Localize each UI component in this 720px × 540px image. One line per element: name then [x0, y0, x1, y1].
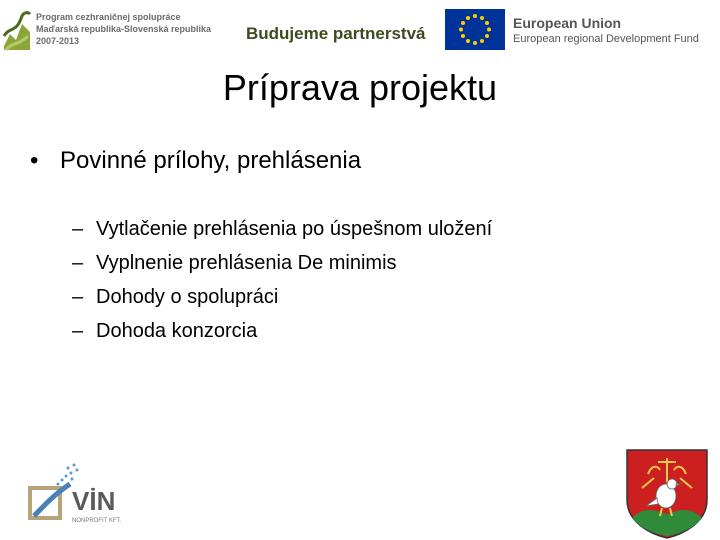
bullet-item: [30, 146, 361, 176]
sub-item-text: Dohody o spolupráci: [96, 286, 279, 308]
partnership-slogan: Budujeme partnerstvá: [246, 24, 426, 43]
sub-item: [72, 248, 492, 282]
coat-of-arms-icon: [624, 448, 710, 540]
bullet-marker: •: [30, 147, 39, 174]
eu-label: [513, 15, 699, 46]
program-line-2: Maďarská republika-Slovenská republika: [36, 24, 212, 34]
eu-title: European Union: [513, 15, 622, 31]
header-banner: [0, 0, 720, 60]
program-line-3: 2007-2013: [36, 36, 80, 46]
dash-marker: –: [72, 320, 84, 342]
sub-item: [72, 282, 492, 316]
sub-item: [72, 316, 492, 350]
eu-flag-icon: [445, 9, 505, 50]
dash-marker: –: [72, 286, 84, 308]
sub-item: [72, 214, 492, 248]
sub-list: [72, 214, 492, 350]
eu-subtitle: European regional Development Fund: [513, 33, 699, 45]
dash-marker: –: [72, 252, 84, 274]
program-title: [36, 11, 211, 47]
vin-logo-subtext: NONPROFIT KFT.: [72, 518, 122, 524]
dash-marker: –: [72, 218, 84, 240]
program-logo-icon: [2, 6, 32, 52]
vin-logo-text: VİN: [72, 486, 116, 516]
slide-title: Príprava projektu: [222, 67, 498, 108]
program-line-1: Program cezhraničnej spolupráce: [36, 12, 181, 22]
bullet-text: Povinné prílohy, prehlásenia: [60, 147, 362, 174]
sub-item-text: Vytlačenie prehlásenia po úspešnom uložení: [96, 218, 493, 240]
vin-logo-icon: [24, 462, 144, 528]
sub-item-text: Vyplnenie prehlásenia De minimis: [96, 252, 397, 274]
sub-item-text: Dohoda konzorcia: [96, 320, 258, 342]
